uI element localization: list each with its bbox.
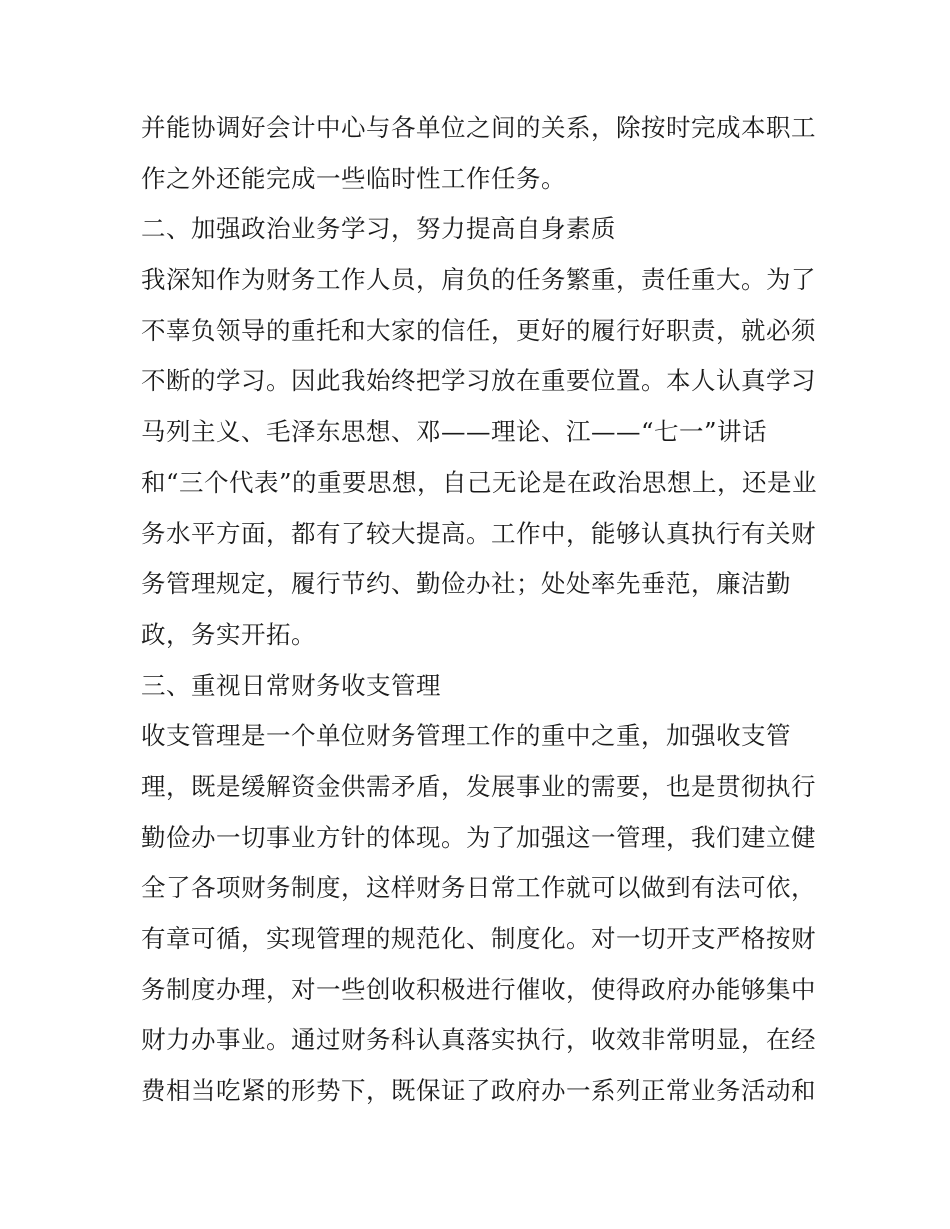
- text-line: 全了各项财务制度，这样财务日常工作就可以做到有法可依，: [141, 873, 816, 903]
- text-line: 不辜负领导的重托和大家的信任，更好的履行好职责，就必须: [141, 315, 816, 345]
- section-heading: 三、重视日常财务收支管理: [141, 670, 441, 700]
- text-line: 政，务实开拓。: [141, 619, 316, 649]
- text-line: 和“三个代表”的重要思想，自己无论是在政治思想上，还是业: [141, 467, 818, 497]
- text-line: 财力办事业。通过财务科认真落实执行，收效非常明显，在经: [141, 1025, 816, 1055]
- text-line: 费相当吃紧的形势下，既保证了政府办一系列正常业务活动和: [141, 1076, 816, 1106]
- text-line: 务水平方面，都有了较大提高。工作中，能够认真执行有关财: [141, 518, 816, 548]
- text-line: 有章可循，实现管理的规范化、制度化。对一切开支严格按财: [141, 924, 816, 953]
- text-line: 收支管理是一个单位财务管理工作的重中之重，加强收支管: [141, 721, 791, 751]
- section-heading: 二、加强政治业务学习，努力提高自身素质: [141, 214, 616, 244]
- text-line: 理，既是缓解资金供需矛盾，发展事业的需要，也是贯彻执行: [141, 771, 816, 801]
- text-line: 不断的学习。因此我始终把学习放在重要位置。本人认真学习: [141, 366, 816, 396]
- text-line: 我深知作为财务工作人员，肩负的任务繁重，责任重大。为了: [141, 265, 816, 295]
- document-body: [141, 103, 821, 1117]
- text-line: 务制度办理，对一些创收积极进行催收，使得政府办能够集中: [141, 974, 816, 1004]
- text-line: 勤俭办一切事业方针的体现。为了加强这一管理，我们建立健: [141, 822, 816, 852]
- text-line: 务管理规定，履行节约、勤俭办社；处处率先垂范，廉洁勤: [141, 569, 791, 599]
- text-line: 作之外还能完成一些临时性工作任务。: [141, 163, 566, 193]
- text-line: 马列主义、毛泽东思想、邓——理论、江——“七一”讲话: [141, 417, 768, 447]
- text-line: 并能协调好会计中心与各单位之间的关系，除按时完成本职工: [141, 113, 816, 142]
